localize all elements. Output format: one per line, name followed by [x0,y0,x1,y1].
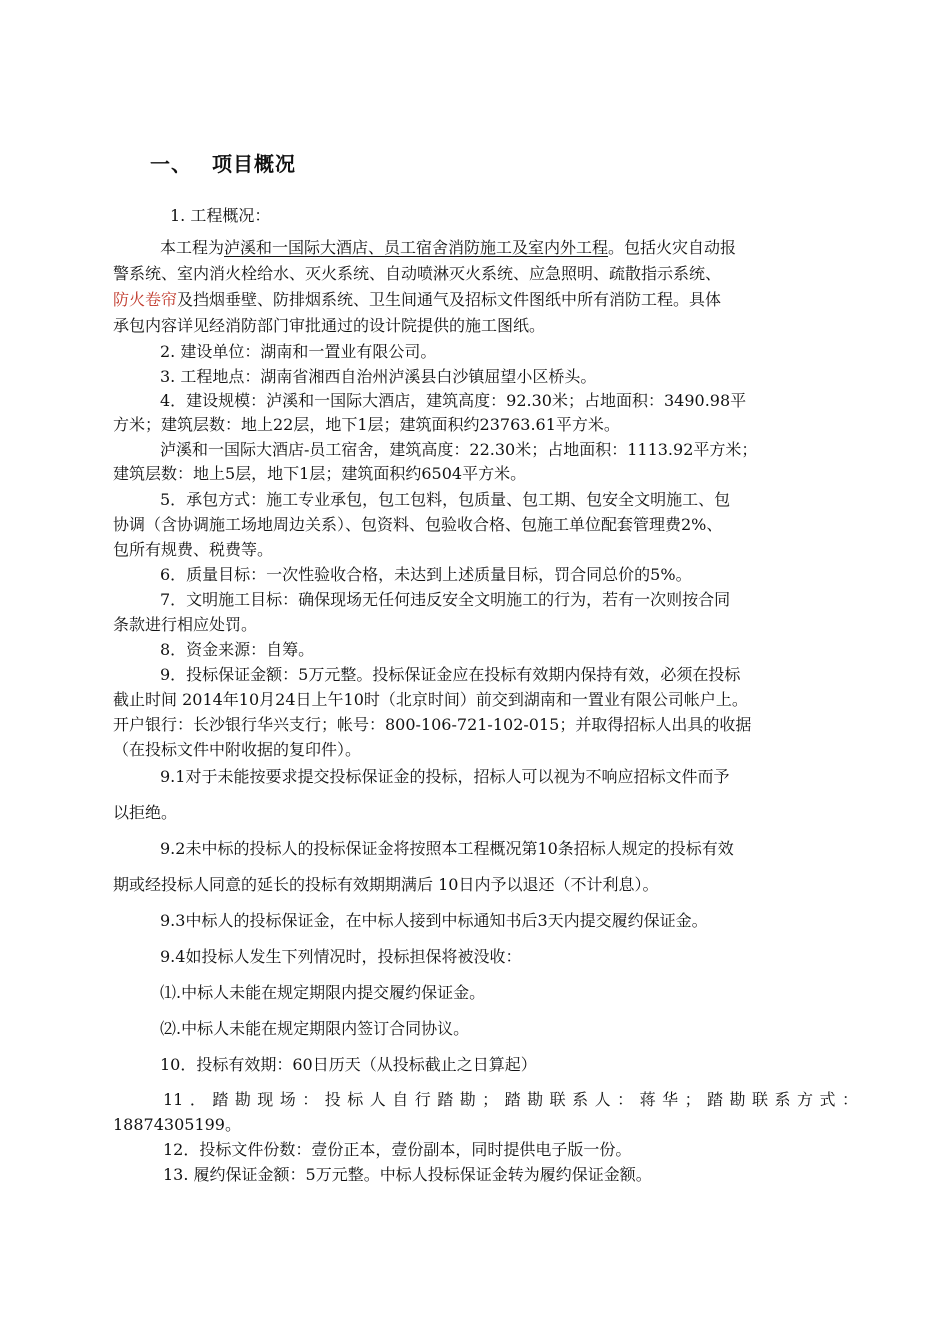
section-number: 一、 [150,152,192,176]
fire-shutter-highlight: 防火卷帘 [113,290,178,309]
para-1-pre: 本工程为 [160,238,225,257]
item-7-line-2: 条款进行相应处罚。 [113,615,258,634]
item-5-line-3: 包所有规费、税费等。 [113,540,274,559]
item-7-line-1: 7．文明施工目标：确保现场无任何违反安全文明施工的行为，若有一次则按合同 [160,590,731,609]
project-name-underlined: 泸溪和一国际大酒店、员工宿舍消防施工及室内外工程 [224,238,609,257]
item-9-1-line-1: 9.1对于未能按要求提交投标保证金的投标，招标人可以视为不响应招标文件而予 [160,767,730,786]
item-9-4-b: ⑵.中标人未能在规定期限内签订合同协议。 [160,1019,470,1038]
item-2: 2. 建设单位：湖南和一置业有限公司。 [160,342,437,361]
para-1-line-3 [113,289,721,311]
para-1-line-3-rest: 及挡烟垂壁、防排烟系统、卫生间通气及招标文件图纸中所有消防工程。具体 [177,290,722,309]
item-4b-line-1: 泸溪和一国际大酒店-员工宿舍，建筑高度：22.30米；占地面积：1113.92平方米； [160,440,758,459]
item-9-4-a: ⑴.中标人未能在规定期限内提交履约保证金。 [160,983,486,1002]
item-8: 8．资金来源：自筹。 [160,640,315,659]
para-1-line-2: 警系统、室内消火栓给水、灭火系统、自动喷淋灭火系统、应急照明、疏散指示系统、 [113,264,722,283]
para-1-post: 。包括火灾自动报 [608,238,737,257]
item-9-line-3: 开户银行：长沙银行华兴支行；帐号：800-106-721-102-015；并取得招标人出具的收据 [113,715,752,734]
para-1-line-1 [160,237,736,259]
item-11-line-1: 11．踏勘现场：投标人自行踏勘；踏勘联系人：蒋华；踏勘联系方式： [163,1090,858,1109]
item-9-4: 9.4如投标人发生下列情况时，投标担保将被没收： [160,947,522,966]
item-4-line-1: 4．建设规模：泸溪和一国际大酒店，建筑高度：92.30米；占地面积：3490.98平 [160,391,747,410]
para-1-line-4: 承包内容详见经消防部门审批通过的设计院提供的施工图纸。 [113,316,546,335]
item-4b-line-2: 建筑层数：地上5层，地下1层；建筑面积约6504平方米。 [113,464,527,483]
item-13: 13. 履约保证金额：5万元整。中标人投标保证金转为履约保证金额。 [163,1165,652,1184]
item-10: 10．投标有效期：60日历天（从投标截止之日算起） [160,1055,537,1074]
item-9-2-line-1: 9.2未中标的投标人的投标保证金将按照本工程概况第10条招标人规定的投标有效 [160,839,734,858]
item-12: 12．投标文件份数：壹份正本，壹份副本，同时提供电子版一份。 [163,1140,632,1159]
item-9-1-line-2: 以拒绝。 [113,803,178,822]
section-title: 项目概况 [212,152,296,176]
item-3: 3. 工程地点：湖南省湘西自治州泸溪县白沙镇屈望小区桥头。 [160,367,597,386]
item-9-line-2: 截止时间 2014年10月24日上午10时（北京时间）前交到湖南和一置业有限公司帐户上。 [113,690,748,709]
item-5-line-1: 5．承包方式：施工专业承包，包工包料，包质量、包工期、包安全文明施工、包 [160,490,731,509]
item-4-line-2: 方米；建筑层数：地上22层，地下1层；建筑面积约23763.61平方米。 [113,415,620,434]
section-heading [150,148,296,177]
item-6: 6．质量目标：一次性验收合格，未达到上述质量目标，罚合同总价的5%。 [160,565,692,584]
item-11-line-2: 18874305199。 [113,1115,241,1134]
item-5-line-2: 协调（含协调施工场地周边关系）、包资料、包验收合格、包施工单位配套管理费2%、 [113,515,723,534]
item-1: 1. 工程概况： [170,206,271,225]
item-9-2-line-2: 期或经投标人同意的延长的投标有效期期满后 10日内予以退还（不计利息）。 [113,875,659,894]
item-9-line-4: （在投标文件中附收据的复印件）。 [113,740,362,759]
item-9-3: 9.3中标人的投标保证金，在中标人接到中标通知书后3天内提交履约保证金。 [160,911,708,930]
item-9-line-1: 9．投标保证金额：5万元整。投标保证金应在投标有效期内保持有效，必须在投标 [160,665,741,684]
